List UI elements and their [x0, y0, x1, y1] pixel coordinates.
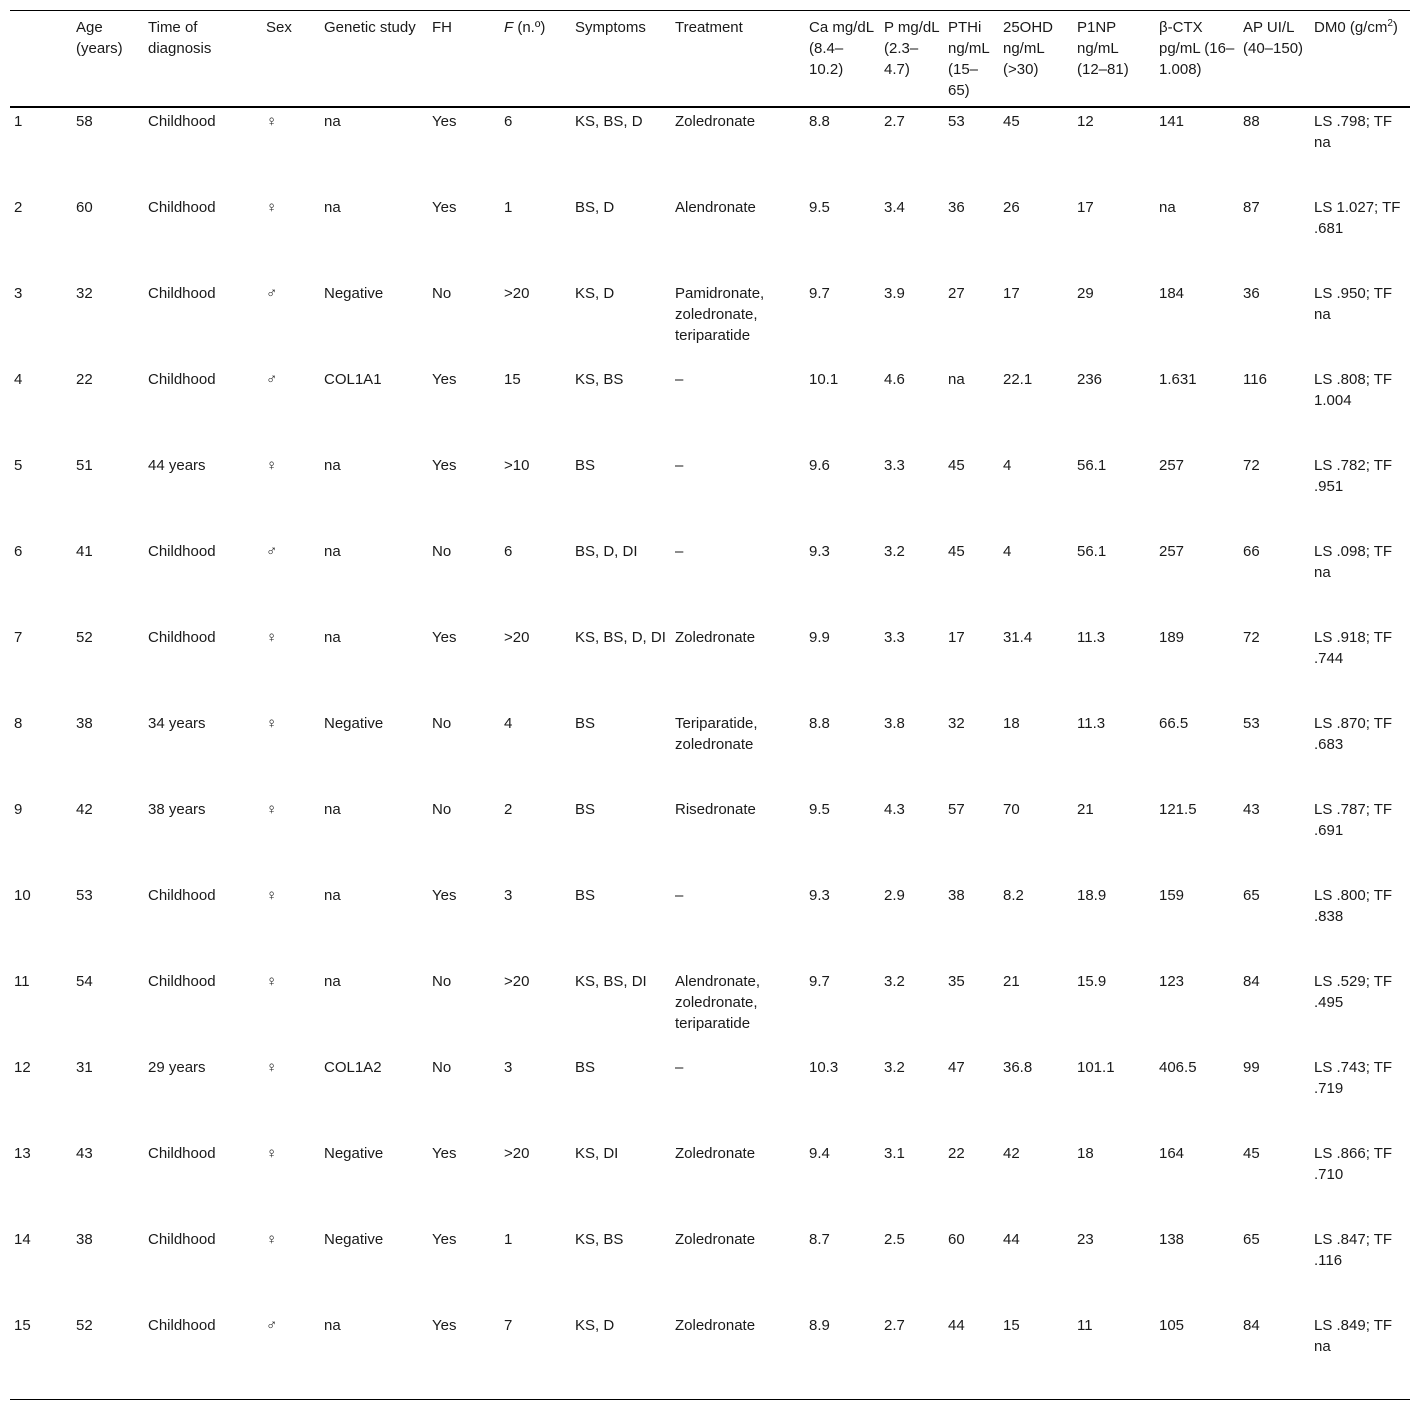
- cell-f: 3: [504, 1059, 513, 1076]
- cell-dm0: LS .098; TF na: [1314, 543, 1393, 581]
- cell-num: 9: [14, 801, 23, 818]
- cell-symptoms: BS, D: [575, 199, 615, 216]
- cell-ap: 84: [1243, 1317, 1260, 1334]
- cell-ap: 53: [1243, 715, 1260, 732]
- cell-f: 7: [504, 1317, 513, 1334]
- cell-ca: 9.5: [809, 199, 830, 216]
- header-p: P mg/dL (2.3–4.7): [884, 19, 940, 78]
- cell-ca: 9.6: [809, 457, 830, 474]
- cell-f: 6: [504, 113, 513, 130]
- cell-symptoms: BS, D, DI: [575, 543, 638, 560]
- cell-ca: 8.8: [809, 715, 830, 732]
- cell-treatment: Teriparatide, zoledronate: [675, 715, 758, 753]
- cell-ca: 8.9: [809, 1317, 830, 1334]
- cell-p1np: 29: [1077, 285, 1094, 302]
- cell-ap: 65: [1243, 1231, 1260, 1248]
- cell-num: 15: [14, 1317, 31, 1334]
- cell-fh: No: [432, 285, 452, 302]
- cell-age: 41: [76, 543, 93, 560]
- header-ctx: β-CTX pg/mL (16–1.008): [1159, 19, 1235, 78]
- cell-symptoms: KS, BS, D, DI: [575, 629, 666, 646]
- header-f-italic: F: [504, 19, 514, 36]
- cell-genetic: Negative: [324, 285, 384, 302]
- cell-p1np: 56.1: [1077, 457, 1107, 474]
- cell-pthi: 45: [948, 457, 965, 474]
- cell-symptoms: BS: [575, 1059, 596, 1076]
- cell-ctx: 138: [1159, 1231, 1185, 1248]
- cell-fh: Yes: [432, 371, 457, 388]
- cell-genetic: na: [324, 973, 341, 990]
- cell-ohd: 42: [1003, 1145, 1020, 1162]
- cell-time: Childhood: [148, 973, 216, 990]
- cell-f: 3: [504, 887, 513, 904]
- cell-pthi: 53: [948, 113, 965, 130]
- cell-ctx: 164: [1159, 1145, 1185, 1162]
- cell-fh: No: [432, 543, 452, 560]
- cell-p1np: 21: [1077, 801, 1094, 818]
- cell-ctx: na: [1159, 199, 1176, 216]
- cell-treatment: Zoledronate: [675, 629, 756, 646]
- cell-ohd: 4: [1003, 543, 1012, 560]
- table-row: [10, 969, 1410, 1055]
- cell-dm0: LS .847; TF .116: [1314, 1231, 1393, 1269]
- cell-p: 3.3: [884, 457, 905, 474]
- cell-ohd: 17: [1003, 285, 1020, 302]
- cell-genetic: Negative: [324, 1231, 384, 1248]
- cell-ca: 9.4: [809, 1145, 830, 1162]
- cell-treatment: Zoledronate: [675, 113, 756, 130]
- cell-dm0: LS .787; TF .691: [1314, 801, 1393, 839]
- cell-f: 4: [504, 715, 513, 732]
- cell-pthi: 45: [948, 543, 965, 560]
- table-row: [10, 107, 1410, 195]
- cell-ap: 87: [1243, 199, 1260, 216]
- header-dm0: [1310, 11, 1410, 108]
- cell-fh: No: [432, 801, 452, 818]
- cell-dm0: LS .800; TF .838: [1314, 887, 1393, 925]
- cell-p1np: 15.9: [1077, 973, 1107, 990]
- cell-ap: 66: [1243, 543, 1260, 560]
- cell-genetic: na: [324, 457, 341, 474]
- cell-p: 2.5: [884, 1231, 905, 1248]
- table-body: [10, 107, 1410, 1400]
- cell-fh: Yes: [432, 199, 457, 216]
- cell-ap: 45: [1243, 1145, 1260, 1162]
- header-treatment: Treatment: [675, 19, 743, 36]
- table-row: [10, 797, 1410, 883]
- cell-num: 6: [14, 543, 23, 560]
- cell-fh: Yes: [432, 1145, 457, 1162]
- cell-dm0: LS .808; TF 1.004: [1314, 371, 1393, 409]
- table-row: [10, 883, 1410, 969]
- cell-age: 52: [76, 629, 93, 646]
- cell-sex: ♀: [266, 973, 278, 990]
- cell-treatment: –: [675, 371, 684, 388]
- cell-genetic: COL1A2: [324, 1059, 382, 1076]
- header-genetic: Genetic study: [324, 19, 416, 36]
- cell-time: 29 years: [148, 1059, 206, 1076]
- cell-dm0: LS .866; TF .710: [1314, 1145, 1393, 1183]
- cell-age: 58: [76, 113, 93, 130]
- cell-treatment: Zoledronate: [675, 1317, 756, 1334]
- cell-ctx: 141: [1159, 113, 1185, 130]
- cell-fh: No: [432, 1059, 452, 1076]
- header-f-rest: (n.º): [513, 19, 546, 36]
- cell-genetic: na: [324, 199, 341, 216]
- cell-f: 6: [504, 543, 513, 560]
- cell-ap: 36: [1243, 285, 1260, 302]
- table-row: [10, 281, 1410, 367]
- cell-f: 1: [504, 199, 513, 216]
- table-row: [10, 539, 1410, 625]
- cell-f: >10: [504, 457, 530, 474]
- cell-dm0: LS .918; TF .744: [1314, 629, 1393, 667]
- cell-ohd: 15: [1003, 1317, 1020, 1334]
- cell-genetic: COL1A1: [324, 371, 382, 388]
- cell-num: 1: [14, 113, 23, 130]
- cell-ctx: 189: [1159, 629, 1185, 646]
- cell-ohd: 44: [1003, 1231, 1020, 1248]
- cell-p: 4.6: [884, 371, 905, 388]
- cell-f: >20: [504, 973, 530, 990]
- cell-p: 3.3: [884, 629, 905, 646]
- cell-ca: 9.3: [809, 887, 830, 904]
- cell-p: 2.7: [884, 113, 905, 130]
- cell-time: Childhood: [148, 1145, 216, 1162]
- cell-symptoms: KS, BS: [575, 371, 624, 388]
- cell-ap: 72: [1243, 457, 1260, 474]
- cell-num: 2: [14, 199, 23, 216]
- cell-p1np: 17: [1077, 199, 1094, 216]
- cell-time: Childhood: [148, 199, 216, 216]
- cell-symptoms: BS: [575, 457, 596, 474]
- cell-ap: 43: [1243, 801, 1260, 818]
- table-container: [10, 10, 1410, 1400]
- cell-symptoms: KS, DI: [575, 1145, 619, 1162]
- cell-ohd: 31.4: [1003, 629, 1033, 646]
- cell-dm0: LS .529; TF .495: [1314, 973, 1393, 1011]
- header-num: [10, 11, 72, 108]
- cell-fh: Yes: [432, 457, 457, 474]
- cell-age: 22: [76, 371, 93, 388]
- cell-time: Childhood: [148, 887, 216, 904]
- cell-sex: ♀: [266, 629, 278, 646]
- header-fh: FH: [432, 19, 452, 36]
- cell-dm0: LS 1.027; TF .681: [1314, 199, 1401, 237]
- cell-pthi: 47: [948, 1059, 965, 1076]
- header-dm0-main: DM0 (g/cm: [1314, 19, 1388, 36]
- patient-table: [10, 10, 1410, 1400]
- cell-ohd: 70: [1003, 801, 1020, 818]
- cell-genetic: na: [324, 1317, 341, 1334]
- cell-fh: No: [432, 973, 452, 990]
- cell-ohd: 45: [1003, 113, 1020, 130]
- cell-ohd: 26: [1003, 199, 1020, 216]
- cell-ap: 72: [1243, 629, 1260, 646]
- header-p1np: P1NP ng/mL (12–81): [1077, 19, 1129, 78]
- header-dm0-sup: 2: [1387, 18, 1393, 29]
- header-dm0-end: ): [1392, 19, 1398, 36]
- cell-dm0: LS .849; TF na: [1314, 1317, 1393, 1355]
- cell-p1np: 11: [1077, 1317, 1093, 1334]
- cell-p: 2.9: [884, 887, 905, 904]
- cell-p1np: 18.9: [1077, 887, 1107, 904]
- table-row: [10, 367, 1410, 453]
- table-row: [10, 1141, 1410, 1227]
- cell-num: 4: [14, 371, 23, 388]
- cell-time: 44 years: [148, 457, 206, 474]
- cell-f: 15: [504, 371, 521, 388]
- table-row: [10, 453, 1410, 539]
- cell-p1np: 11.3: [1077, 629, 1106, 646]
- cell-time: 38 years: [148, 801, 206, 818]
- cell-pthi: 60: [948, 1231, 965, 1248]
- cell-ohd: 36.8: [1003, 1059, 1033, 1076]
- header-age: Age (years): [76, 19, 123, 57]
- table-row: [10, 625, 1410, 711]
- cell-treatment: Risedronate: [675, 801, 756, 818]
- cell-ca: 9.7: [809, 285, 830, 302]
- cell-pthi: 35: [948, 973, 965, 990]
- cell-pthi: 17: [948, 629, 965, 646]
- cell-sex: ♂: [266, 285, 278, 302]
- cell-ca: 10.1: [809, 371, 839, 388]
- cell-ohd: 21: [1003, 973, 1020, 990]
- header-row: [10, 11, 1410, 108]
- cell-ctx: 105: [1159, 1317, 1185, 1334]
- cell-fh: Yes: [432, 1231, 457, 1248]
- cell-symptoms: KS, D: [575, 285, 615, 302]
- cell-sex: ♀: [266, 199, 278, 216]
- cell-dm0: LS .743; TF .719: [1314, 1059, 1393, 1097]
- header-sex: Sex: [266, 19, 292, 36]
- cell-treatment: Alendronate: [675, 199, 756, 216]
- cell-sex: ♂: [266, 1317, 278, 1334]
- cell-num: 13: [14, 1145, 31, 1162]
- cell-ca: 8.7: [809, 1231, 830, 1248]
- cell-num: 10: [14, 887, 31, 904]
- cell-pthi: 57: [948, 801, 965, 818]
- header-ca: Ca mg/dL (8.4–10.2): [809, 19, 874, 78]
- cell-ctx: 123: [1159, 973, 1185, 990]
- cell-p: 2.7: [884, 1317, 905, 1334]
- cell-ctx: 406.5: [1159, 1059, 1197, 1076]
- cell-ohd: 18: [1003, 715, 1020, 732]
- cell-sex: ♀: [266, 801, 278, 818]
- cell-time: Childhood: [148, 1231, 216, 1248]
- cell-age: 60: [76, 199, 93, 216]
- table-row: [10, 1313, 1410, 1400]
- cell-genetic: na: [324, 113, 341, 130]
- cell-p1np: 236: [1077, 371, 1103, 388]
- cell-ap: 88: [1243, 113, 1260, 130]
- header-pthi: PTHi ng/mL (15–65): [948, 19, 990, 99]
- cell-pthi: 27: [948, 285, 965, 302]
- cell-treatment: –: [675, 457, 684, 474]
- cell-dm0: LS .798; TF na: [1314, 113, 1393, 151]
- cell-num: 5: [14, 457, 23, 474]
- cell-treatment: Alendronate, zoledronate, teriparatide: [675, 973, 761, 1032]
- cell-ap: 84: [1243, 973, 1260, 990]
- header-time: Time of diagnosis: [148, 19, 212, 57]
- cell-ca: 9.3: [809, 543, 830, 560]
- cell-num: 14: [14, 1231, 31, 1248]
- cell-pthi: 32: [948, 715, 965, 732]
- cell-age: 32: [76, 285, 93, 302]
- cell-symptoms: BS: [575, 715, 596, 732]
- cell-p1np: 56.1: [1077, 543, 1107, 560]
- cell-fh: Yes: [432, 887, 457, 904]
- table-row: [10, 195, 1410, 281]
- cell-symptoms: KS, BS, D: [575, 113, 643, 130]
- cell-p: 3.2: [884, 1059, 905, 1076]
- header-ap: AP UI/L (40–150): [1243, 19, 1304, 57]
- cell-symptoms: BS: [575, 801, 596, 818]
- cell-genetic: na: [324, 629, 341, 646]
- header-f: [500, 11, 571, 108]
- cell-treatment: Pamidronate, zoledronate, teriparatide: [675, 285, 765, 344]
- cell-sex: ♀: [266, 1231, 278, 1248]
- cell-p1np: 18: [1077, 1145, 1094, 1162]
- cell-fh: Yes: [432, 1317, 457, 1334]
- cell-fh: No: [432, 715, 452, 732]
- cell-sex: ♀: [266, 715, 278, 732]
- cell-dm0: LS .870; TF .683: [1314, 715, 1393, 753]
- cell-ctx: 184: [1159, 285, 1185, 302]
- cell-num: 7: [14, 629, 23, 646]
- cell-dm0: LS .950; TF na: [1314, 285, 1393, 323]
- cell-dm0: LS .782; TF .951: [1314, 457, 1393, 495]
- cell-age: 38: [76, 1231, 93, 1248]
- cell-ctx: 66.5: [1159, 715, 1189, 732]
- cell-num: 12: [14, 1059, 31, 1076]
- cell-ca: 9.5: [809, 801, 830, 818]
- cell-f: >20: [504, 1145, 530, 1162]
- cell-sex: ♀: [266, 1145, 278, 1162]
- cell-age: 51: [76, 457, 93, 474]
- cell-symptoms: KS, BS: [575, 1231, 624, 1248]
- cell-num: 3: [14, 285, 23, 302]
- cell-num: 8: [14, 715, 23, 732]
- header-symptoms: Symptoms: [575, 19, 646, 36]
- cell-p1np: 12: [1077, 113, 1094, 130]
- cell-symptoms: KS, D: [575, 1317, 615, 1334]
- cell-pthi: 44: [948, 1317, 965, 1334]
- cell-p: 3.8: [884, 715, 905, 732]
- cell-sex: ♀: [266, 1059, 278, 1076]
- cell-p: 4.3: [884, 801, 905, 818]
- cell-p: 3.1: [884, 1145, 905, 1162]
- cell-symptoms: KS, BS, DI: [575, 973, 647, 990]
- cell-age: 42: [76, 801, 93, 818]
- cell-time: Childhood: [148, 371, 216, 388]
- table-row: [10, 1227, 1410, 1313]
- cell-time: 34 years: [148, 715, 206, 732]
- cell-treatment: Zoledronate: [675, 1231, 756, 1248]
- cell-ctx: 257: [1159, 457, 1185, 474]
- cell-p1np: 23: [1077, 1231, 1094, 1248]
- cell-pthi: 38: [948, 887, 965, 904]
- cell-sex: ♀: [266, 457, 278, 474]
- cell-sex: ♂: [266, 543, 278, 560]
- cell-pthi: na: [948, 371, 965, 388]
- cell-num: 11: [14, 973, 30, 990]
- cell-ohd: 8.2: [1003, 887, 1024, 904]
- cell-fh: Yes: [432, 113, 457, 130]
- cell-fh: Yes: [432, 629, 457, 646]
- cell-genetic: na: [324, 801, 341, 818]
- cell-ohd: 4: [1003, 457, 1012, 474]
- cell-time: Childhood: [148, 285, 216, 302]
- cell-ap: 65: [1243, 887, 1260, 904]
- cell-age: 53: [76, 887, 93, 904]
- cell-genetic: Negative: [324, 1145, 384, 1162]
- cell-treatment: –: [675, 887, 684, 904]
- cell-p: 3.4: [884, 199, 905, 216]
- cell-time: Childhood: [148, 113, 216, 130]
- cell-genetic: na: [324, 887, 341, 904]
- cell-p: 3.2: [884, 973, 905, 990]
- cell-treatment: –: [675, 1059, 684, 1076]
- cell-time: Childhood: [148, 1317, 216, 1334]
- cell-genetic: na: [324, 543, 341, 560]
- cell-ctx: 121.5: [1159, 801, 1197, 818]
- cell-age: 54: [76, 973, 93, 990]
- cell-symptoms: BS: [575, 887, 596, 904]
- cell-f: >20: [504, 285, 530, 302]
- cell-age: 31: [76, 1059, 93, 1076]
- cell-age: 38: [76, 715, 93, 732]
- cell-sex: ♀: [266, 113, 278, 130]
- cell-ca: 9.7: [809, 973, 830, 990]
- cell-time: Childhood: [148, 629, 216, 646]
- cell-pthi: 22: [948, 1145, 965, 1162]
- cell-sex: ♀: [266, 887, 278, 904]
- cell-ctx: 257: [1159, 543, 1185, 560]
- cell-age: 52: [76, 1317, 93, 1334]
- cell-p: 3.2: [884, 543, 905, 560]
- cell-treatment: Zoledronate: [675, 1145, 756, 1162]
- header-25ohd: 25OHD ng/mL (>30): [1003, 19, 1054, 78]
- cell-ctx: 159: [1159, 887, 1185, 904]
- cell-ca: 10.3: [809, 1059, 839, 1076]
- cell-f: 1: [504, 1231, 513, 1248]
- cell-p1np: 11.3: [1077, 715, 1106, 732]
- cell-genetic: Negative: [324, 715, 384, 732]
- cell-p1np: 101.1: [1077, 1059, 1115, 1076]
- cell-p: 3.9: [884, 285, 905, 302]
- cell-sex: ♂: [266, 371, 278, 388]
- cell-time: Childhood: [148, 543, 216, 560]
- cell-age: 43: [76, 1145, 93, 1162]
- cell-ca: 8.8: [809, 113, 830, 130]
- cell-ap: 99: [1243, 1059, 1260, 1076]
- cell-f: 2: [504, 801, 513, 818]
- cell-ohd: 22.1: [1003, 371, 1033, 388]
- cell-pthi: 36: [948, 199, 965, 216]
- cell-ca: 9.9: [809, 629, 830, 646]
- cell-f: >20: [504, 629, 530, 646]
- table-row: [10, 1055, 1410, 1141]
- table-row: [10, 711, 1410, 797]
- cell-treatment: –: [675, 543, 684, 560]
- cell-ap: 116: [1243, 371, 1267, 388]
- cell-ctx: 1.631: [1159, 371, 1197, 388]
